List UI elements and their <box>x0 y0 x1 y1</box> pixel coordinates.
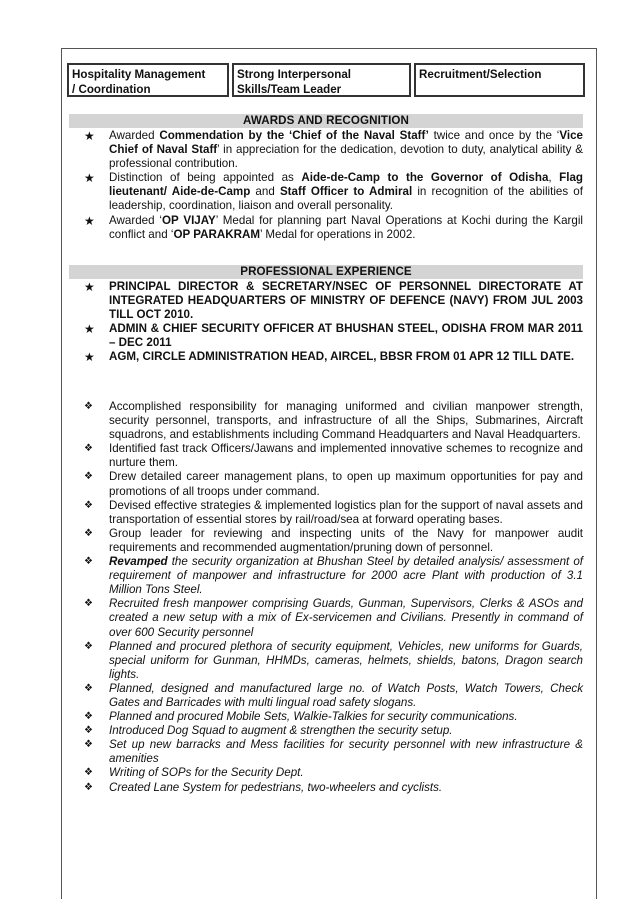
list-item: ❖ Accomplished responsibility for managing uniformed and civilian manpower strength, security personnel, transports, and infrastructure of all the Ships, Submarines, Aircraft squadrons, and establishments including Command Headquarters and Naval Headquarters. <box>84 400 583 442</box>
responsibilities-list <box>69 400 583 795</box>
position-item: ★ ADMIN & CHIEF SECURITY OFFICER AT BHUSHAN STEEL, ODISHA FROM MAR 2011 – DEC 2011 <box>84 322 583 350</box>
diamond-bullet-icon: ❖ <box>84 682 93 694</box>
skill-line: Strong Interpersonal <box>237 68 352 81</box>
skill-line: / Coordination <box>72 83 151 96</box>
skill-cell <box>414 63 585 97</box>
diamond-bullet-icon: ❖ <box>84 767 93 779</box>
list-item: ❖ Writing of SOPs for the Security Dept. <box>84 766 304 780</box>
diamond-bullet-icon: ❖ <box>84 401 93 412</box>
skill-line: Hospitality Management <box>72 68 206 81</box>
list-item: ★ Awarded ‘OP VIJAY’ Medal for planning part Naval Operations at Kochi during the Kargil conflict and ‘OP PARAKRAM’ Medal for operations in 2002. <box>84 213 583 241</box>
list-item: ❖ Group leader for reviewing and inspecting units of the Navy for manpower audit requirements and recommended augmentation/pruning down of personnel. <box>84 526 583 554</box>
diamond-bullet-icon: ❖ <box>84 471 93 483</box>
diamond-bullet-icon: ❖ <box>84 556 93 568</box>
list-item: ❖ Planned, designed and manufactured large no. of Watch Posts, Watch Towers, Check Gates and Barricades with multi lingual road safety slogans. <box>84 681 583 709</box>
list-item: ❖ Set up new barracks and Mess facilities for security personnel with new infrastructure & amenities <box>84 738 583 766</box>
position-item: ★ AGM, CIRCLE ADMINISTRATION HEAD, AIRCEL, BBSR FROM 01 APR 12 TILL DATE. <box>84 350 575 365</box>
positions-list <box>69 280 583 365</box>
diamond-bullet-icon: ❖ <box>84 739 93 751</box>
skills-table <box>67 63 585 97</box>
list-item: ❖ Planned and procured plethora of security equipment, Vehicles, new uniforms for Guards, special uniform for Gunman, HHMDs, cameras, helmets, shields, batons, Dragon search lights. <box>84 639 583 681</box>
position-item: ★ PRINCIPAL DIRECTOR & SECRETARY/NSEC OF PERSONNEL DIRECTORATE AT INTEGRATED HEADQUARTERS OF MINISTRY OF DEFENCE (NAVY) FROM JUL 2003 TILL OCT 2010. <box>84 280 583 322</box>
skill-cell <box>67 63 229 97</box>
list-item: ❖ Identified fast track Officers/Jawans and implemented innovative schemes to recognize and nurture them. <box>84 442 583 470</box>
list-item: ★ Awarded Commendation by the ‘Chief of the Naval Staff’ twice and once by the ‘Vice Chief of Naval Staff’ in appreciation for the dedication, devotion to duty, analytical ability & professional contribution. <box>84 129 583 171</box>
experience-heading: PROFESSIONAL EXPERIENCE <box>69 265 583 279</box>
diamond-bullet-icon: ❖ <box>84 725 93 737</box>
star-bullet-icon: ★ <box>84 322 95 337</box>
list-item: ❖ Drew detailed career management plans, to open up maximum opportunities for pay and promotions of all troops under command. <box>84 470 583 498</box>
list-item: ❖ Introduced Dog Squad to augment & strengthen the security setup. <box>84 724 453 738</box>
skill-line: Recruitment/Selection <box>419 68 542 81</box>
diamond-bullet-icon: ❖ <box>84 443 93 455</box>
list-item: ★ Distinction of being appointed as Aide-de-Camp to the Governor of Odisha, Flag lieutenant/ Aide-de-Camp and Staff Officer to Admiral in recognition of the abilities of leadership, coordination, liaison and overall personality. <box>84 171 583 213</box>
star-bullet-icon: ★ <box>84 280 95 294</box>
star-bullet-icon: ★ <box>84 213 95 228</box>
list-item: ❖ Recruited fresh manpower comprising Guards, Gunman, Supervisors, Clerks & ASOs and created a new setup with a mix of Ex-servicemen and Civilians. Presently in command of over 600 Security personnel <box>84 597 583 639</box>
skill-cell <box>232 63 411 97</box>
diamond-bullet-icon: ❖ <box>84 527 93 539</box>
awards-heading: AWARDS AND RECOGNITION <box>69 114 583 128</box>
list-item: ❖ Revamped the security organization at Bhushan Steel by detailed analysis/ assessment of requirement of manpower and infrastructure for 2000 acre Plant with production of 3.1 Million Tons Steel. <box>84 555 583 597</box>
list-item: ❖ Planned and procured Mobile Sets, Walkie-Talkies for security communications. <box>84 710 518 724</box>
skill-line: Skills/Team Leader <box>237 83 342 96</box>
diamond-bullet-icon: ❖ <box>84 499 93 511</box>
list-item: ❖ Created Lane System for pedestrians, two-wheelers and cyclists. <box>84 780 443 794</box>
star-bullet-icon: ★ <box>84 129 95 143</box>
diamond-bullet-icon: ❖ <box>84 781 93 793</box>
diamond-bullet-icon: ❖ <box>84 640 93 652</box>
star-bullet-icon: ★ <box>84 171 95 186</box>
diamond-bullet-icon: ❖ <box>84 711 93 723</box>
star-bullet-icon: ★ <box>84 350 95 365</box>
awards-list <box>69 129 583 242</box>
list-item: ❖ Devised effective strategies & implemented logistics plan for the support of naval assets and transportation of essential stores by rail/road/sea at forward operating bases. <box>84 498 583 526</box>
diamond-bullet-icon: ❖ <box>84 598 93 610</box>
